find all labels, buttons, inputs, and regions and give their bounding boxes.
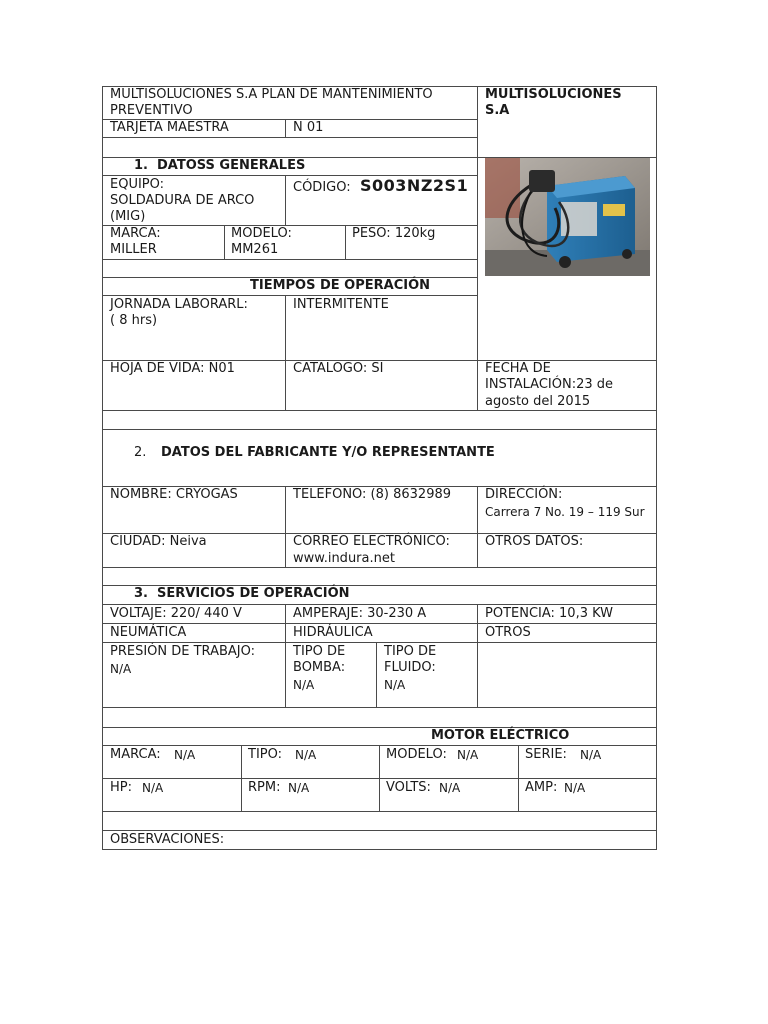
correo-value: www.indura.net — [293, 551, 395, 566]
neumatica: NEUMÁTICA — [110, 625, 187, 640]
motor-modelo-label: MODELO: — [386, 747, 447, 762]
card-number: N 01 — [293, 120, 324, 135]
welding-machine-image — [485, 158, 650, 276]
amperaje: AMPERAJE: 30-230 A — [293, 606, 427, 621]
otros-datos: OTROS DATOS: — [485, 534, 584, 549]
intermitente: INTERMITENTE — [293, 297, 389, 312]
hidraulica: HIDRÁULICA — [293, 625, 373, 640]
motor-marca-value: N/A — [174, 748, 196, 762]
motor-modelo-value: N/A — [457, 748, 479, 762]
correo-label: CORREO ELECTRÓNICO: — [293, 534, 450, 549]
grid-line — [477, 86, 478, 411]
motor-title: MOTOR ELÉCTRICO — [431, 728, 570, 743]
motor-tipo-label: TIPO: — [248, 747, 282, 762]
equipment-photo — [485, 158, 650, 276]
equipo-value: SOLDADURA DE ARCO — [110, 193, 255, 208]
nombre: NOMBRE: CRYOGAS — [110, 487, 238, 502]
tipo-fluido-label: TIPO DE — [384, 644, 437, 659]
grid-line — [376, 642, 377, 708]
fecha-value: INSTALACIÓN:23 de — [485, 377, 614, 392]
grid-line — [102, 727, 657, 728]
fecha-value-line2: agosto del 2015 — [485, 394, 591, 409]
section-1-title: DATOSS GENERALES — [157, 158, 306, 173]
grid-line — [345, 225, 346, 260]
presion-label: PRESIÓN DE TRABAJO: — [110, 644, 255, 659]
motor-serie-value: N/A — [580, 748, 602, 762]
grid-line — [102, 830, 657, 831]
fecha-label: FECHA DE — [485, 361, 551, 376]
grid-line — [285, 604, 286, 708]
grid-line — [102, 849, 657, 850]
grid-line — [102, 295, 478, 296]
section-1-number: 1. — [134, 158, 148, 173]
plan-title: MULTISOLUCIONES S.A PLAN DE MANTENIMIENTO — [110, 87, 433, 102]
presion-value: N/A — [110, 662, 132, 676]
peso: PESO: 120kg — [352, 226, 436, 241]
catalogo: CATALOGO: SI — [293, 361, 384, 376]
grid-line — [102, 137, 478, 138]
motor-serie-label: SERIE: — [525, 747, 567, 762]
tipo-fluido-label-line2: FLUIDO: — [384, 660, 436, 675]
motor-volts-label: VOLTS: — [386, 780, 431, 795]
motor-tipo-value: N/A — [295, 748, 317, 762]
grid-line — [285, 175, 286, 226]
tipo-bomba-value: N/A — [293, 678, 315, 692]
marca-value: MILLER — [110, 242, 157, 257]
grid-line — [518, 745, 519, 812]
card-label: TARJETA MAESTRA — [110, 120, 229, 135]
company-name-line2: S.A — [485, 103, 510, 118]
grid-line — [102, 604, 657, 605]
section-3-title: SERVICIOS DE OPERACIÓN — [157, 586, 350, 601]
modelo-label: MODELO: — [231, 226, 292, 241]
voltaje: VOLTAJE: 220/ 440 V — [110, 606, 242, 621]
grid-line — [224, 225, 225, 260]
grid-line — [102, 623, 657, 624]
grid-line — [477, 604, 478, 708]
grid-line — [102, 259, 478, 260]
grid-line — [102, 707, 657, 708]
grid-line — [102, 86, 103, 850]
equipo-label: EQUIPO: — [110, 177, 165, 192]
modelo-value: MM261 — [231, 242, 279, 257]
grid-line — [285, 119, 286, 138]
grid-line — [102, 567, 657, 568]
grid-line — [285, 295, 286, 411]
direccion-label: DIRECCIÓN: — [485, 487, 563, 502]
jornada-value: ( 8 hrs) — [110, 313, 158, 328]
motor-rpm-label: RPM: — [248, 780, 281, 795]
grid-line — [102, 642, 657, 643]
motor-rpm-value: N/A — [288, 781, 310, 795]
observaciones-label: OBSERVACIONES: — [110, 832, 225, 847]
tipo-bomba-label: TIPO DE — [293, 644, 346, 659]
otros: OTROS — [485, 625, 531, 640]
company-name: MULTISOLUCIONES — [485, 87, 622, 102]
grid-line — [102, 429, 657, 430]
grid-line — [102, 410, 657, 411]
codigo-label: CÓDIGO: — [293, 180, 351, 195]
operation-times-title: TIEMPOS DE OPERACIÓN — [250, 278, 431, 293]
grid-line — [656, 86, 657, 850]
direccion-value: Carrera 7 No. 19 – 119 Sur — [485, 505, 645, 519]
jornada-label: JORNADA LABORARL: — [110, 297, 248, 312]
telefono: TELEFONO: (8) 8632989 — [293, 487, 452, 502]
equipo-value-line2: (MIG) — [110, 209, 146, 224]
motor-amp-value: N/A — [564, 781, 586, 795]
motor-marca-label: MARCA: — [110, 747, 161, 762]
tipo-bomba-label-line2: BOMBA: — [293, 660, 346, 675]
marca-label: MARCA: — [110, 226, 161, 241]
section-2-number: 2. — [134, 445, 147, 460]
section-3-number: 3. — [134, 586, 148, 601]
motor-hp-label: HP: — [110, 780, 132, 795]
motor-volts-value: N/A — [439, 781, 461, 795]
potencia: POTENCIA: 10,3 KW — [485, 606, 614, 621]
codigo-value: S003NZ2S1 — [360, 176, 469, 195]
section-2-title: DATOS DEL FABRICANTE Y/O REPRESENTANTE — [161, 445, 495, 460]
grid-line — [477, 486, 478, 568]
grid-line — [285, 486, 286, 568]
motor-hp-value: N/A — [142, 781, 164, 795]
hoja-de-vida: HOJA DE VIDA: N01 — [110, 361, 235, 376]
motor-amp-label: AMP: — [525, 780, 558, 795]
grid-line — [379, 745, 380, 812]
grid-line — [241, 745, 242, 812]
tipo-fluido-value: N/A — [384, 678, 406, 692]
plan-title-line2: PREVENTIVO — [110, 103, 193, 118]
ciudad: CIUDAD: Neiva — [110, 534, 207, 549]
